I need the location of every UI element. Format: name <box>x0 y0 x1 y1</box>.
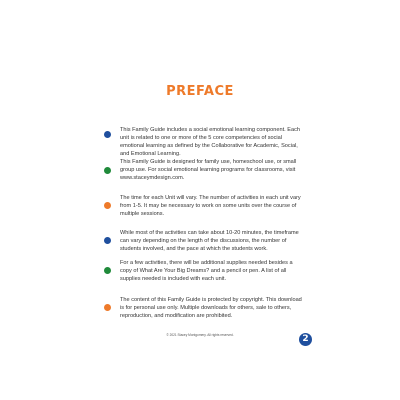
paragraph-text: The content of this Family Guide is protected by copyright. This download is for personal use only. Multiple downloads for others, sale to others, reproduction, and modification are prohibited. <box>120 297 302 319</box>
bullet-dot-icon <box>104 304 111 311</box>
bullet-dot-icon <box>104 131 111 138</box>
copyright-footer: © 2021 Stacey Montgomery. All rights reserved. <box>166 333 234 337</box>
bullet-dot-icon <box>104 202 111 209</box>
paragraph-text: While most of the activities can take about 10-20 minutes, the timeframe can vary depending on the length of the discussions, the number of students involved, and the pace at which the students work. <box>120 230 299 252</box>
paragraph-text: This Family Guide is designed for family use, homeschool use, or small group use. For social emotional learning programs for classrooms, visit www.staceymdesign.com. <box>120 159 297 181</box>
paragraph-text: The time for each Unit will vary. The number of activities in each unit vary from 1-5. It may be necessary to work on some units over the course of multiple sessions. <box>120 195 301 217</box>
paragraph-text: This Family Guide includes a social emotional learning component. Each unit is related to one or more of the 5 core competencies of social emotional learning as defined by the Collaborative for Academic, Social, and Emotional Learning. <box>120 127 301 157</box>
page-number-badge: 2 <box>299 333 312 346</box>
bullet-dot-icon <box>104 267 111 274</box>
paragraph-text: For a few activities, there will be additional supplies needed besides a copy of What Are Your Big Dreams? and a pencil or pen. A list of all supplies needed is included with each unit. <box>120 260 293 282</box>
page-title: PREFACE <box>166 84 234 99</box>
bullet-dot-icon <box>104 237 111 244</box>
bullet-dot-icon <box>104 167 111 174</box>
